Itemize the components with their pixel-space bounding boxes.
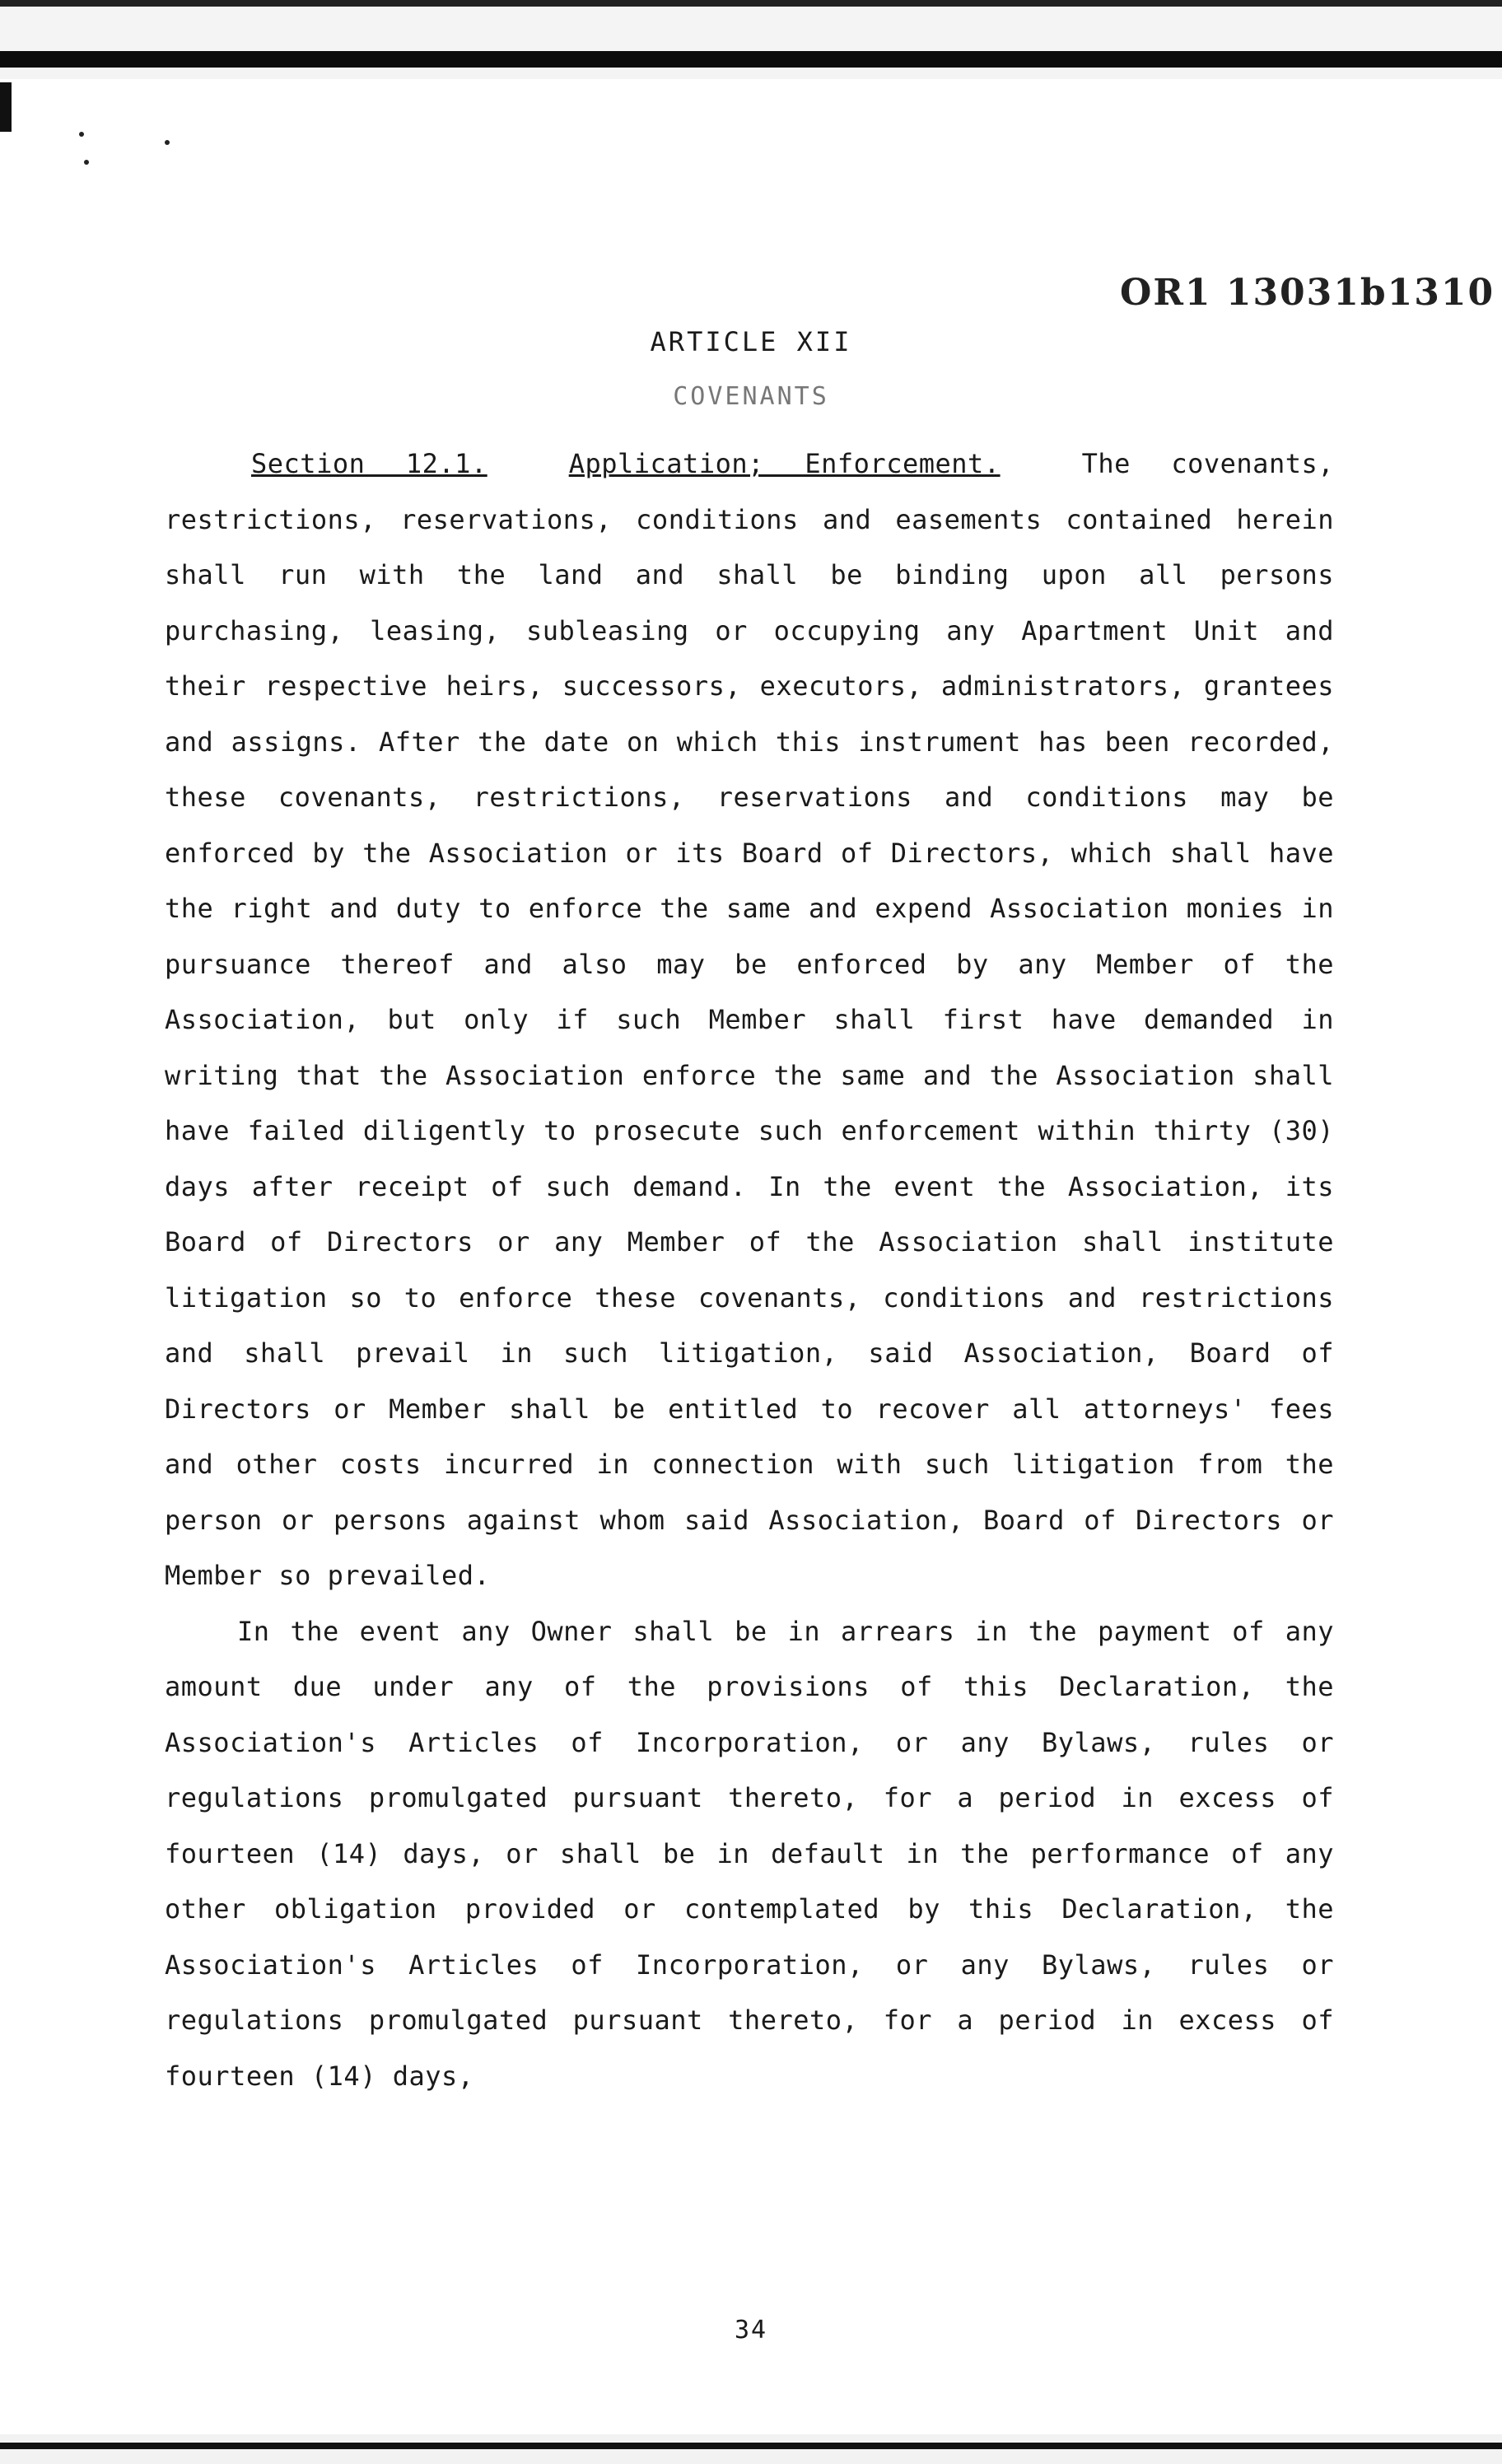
- scan-top-edge: [0, 0, 1502, 79]
- section-paragraph-1-text: The covenants, restrictions, reservations, conditions and easements contained herein shall run with the land and shall be binding upon all persons purchasing, leasing, subleasing or occupying any Apartment Unit and their respective heirs, successors, executors, administrators, grantees and assigns. After the date on which this instrument has been recorded, these covenants, restrictions, reservations and conditions may be enforced by the Association or its Board of Directors, which shall have the right and duty to enforce the same and expend Association monies in pursuance thereof and also may be enforced by any Member of the Association, but only if such Member shall first have demanded in writing that the Association enforce the same and the Association shall have failed diligently to prosecute such enforcement within thirty (30) days after receipt of such demand. In the event the Association, its Board of Directors or any Member of the Association shall institute litigation so to enforce these covenants, conditions and restrictions and shall prevail in such litigation, said Association, Board of Directors or Member shall be entitled to recover all attorneys' fees and other costs incurred in connection with such litigation from the person or persons against whom said Association, Board of Directors or Member so prevailed.: [165, 448, 1335, 1591]
- section-paragraph-1: [165, 436, 1334, 1604]
- scan-artifact-bottom: [0, 2443, 1502, 2449]
- section-heading: Application; Enforcement.: [568, 448, 1001, 479]
- article-title-text: ARTICLE XII: [650, 326, 852, 357]
- scan-speck: [165, 140, 170, 145]
- scan-speck: [79, 132, 84, 137]
- scan-bottom-edge: [0, 2434, 1502, 2464]
- scan-artifact-band: [0, 51, 1502, 68]
- book-page-reference: OR1 13031b1310: [1120, 272, 1495, 314]
- scan-artifact-top: [0, 0, 1502, 7]
- scan-speck: [84, 160, 89, 165]
- article-title: [0, 326, 1502, 357]
- page-number: 34: [734, 2316, 768, 2345]
- section-label: Section 12.1.: [251, 448, 487, 479]
- article-subtitle: COVENANTS: [673, 382, 829, 411]
- scan-artifact-left: [0, 82, 12, 132]
- document-body: [165, 436, 1334, 2104]
- section-paragraph-2: In the event any Owner shall be in arrears in the payment of any amount due under any of the provisions of this Declaration, the Association's Articles of Incorporation, or any Bylaws, rules or regulations promulgated pursuant thereto, for a period in excess of fourteen (14) days, or shall be in default in the performance of any other obligation provided or contemplated by this Declaration, the Association's Articles of Incorporation, or any Bylaws, rules or regulations promulgated pursuant thereto, for a period in excess of fourteen (14) days,: [165, 1615, 1334, 2092]
